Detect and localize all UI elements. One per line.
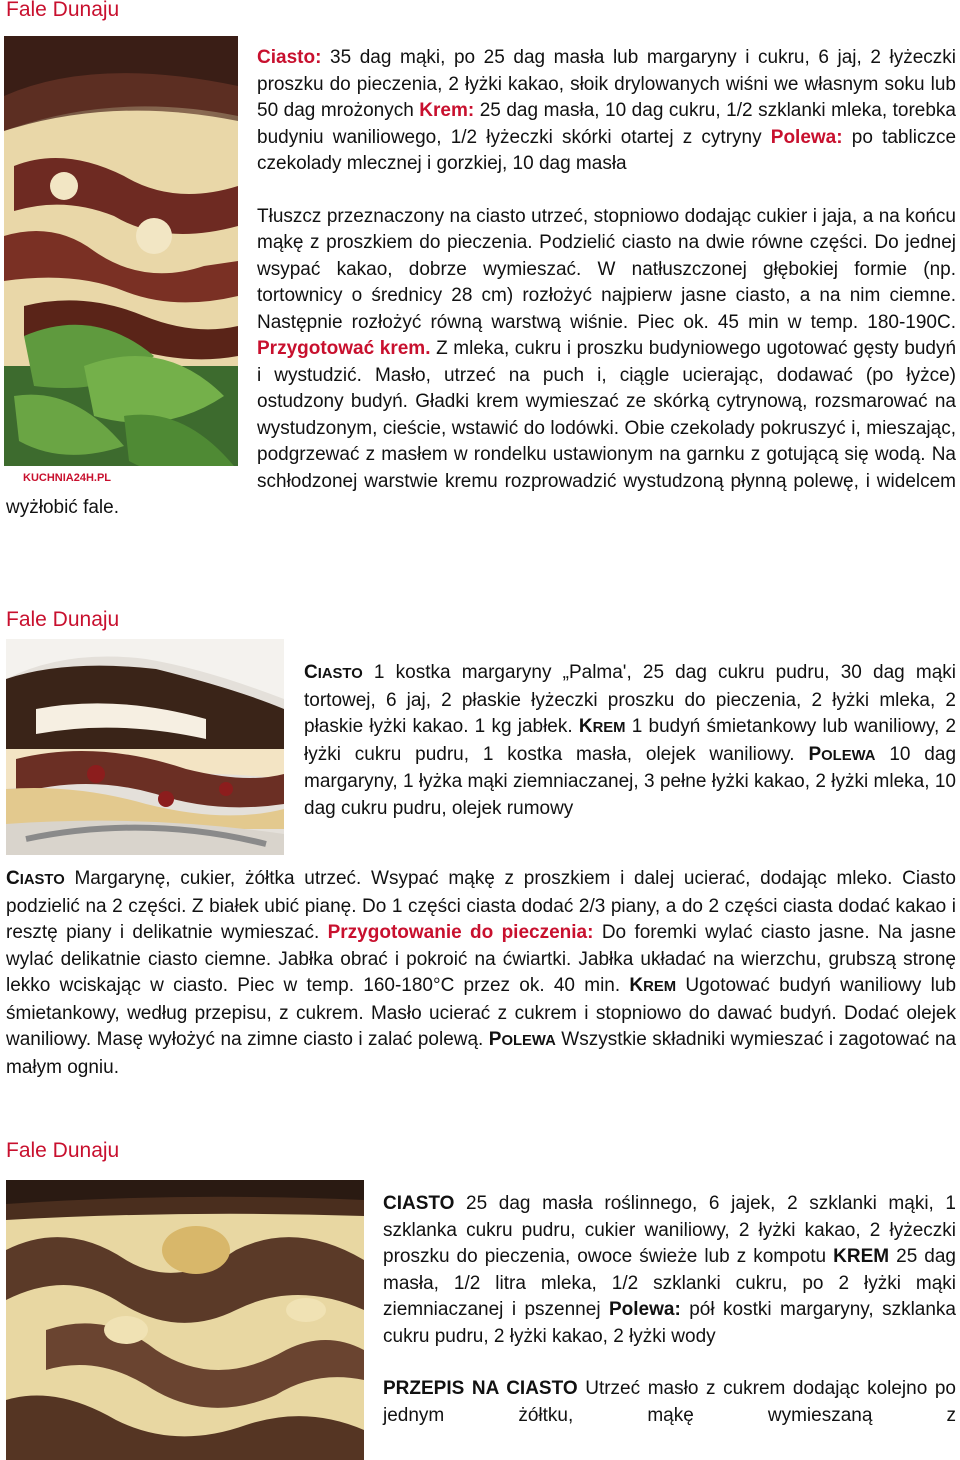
recipe2-m-krem-rest: REM (643, 979, 677, 995)
recipe2-ciasto-label (304, 662, 363, 683)
recipe1-title: Fale Dunaju (6, 0, 120, 21)
recipe3-method (383, 1376, 956, 1429)
recipe2-m-ciasto-rest: IASTO (19, 872, 65, 888)
recipe1-photo-spacer (6, 45, 257, 491)
recipe2-krem-initial: K (578, 716, 593, 737)
recipe3-ingredients (383, 1191, 956, 1350)
recipe2-krem-label (579, 716, 626, 737)
recipe1-method-label: Przygotować krem. (257, 338, 431, 359)
recipe3-cake-image (6, 1180, 364, 1460)
recipe2-m-polewa-label (489, 1029, 556, 1050)
recipe1-method-part2: Z mleka, cukru i proszku budyniowego ugotować gęsty budyń i wystudzić. Masło, utrzeć na puch i, ciągle ucierając, dodawać (po łyżce) ostudzony budyń. Gładki krem wymieszać ze skórką cytrynową, rozsmarować na wystudzonym, cieście, wstawić do lodówki. Obie czekolady pokruszyć i, mieszając, podgrzewać z masłem w rondelku ustawionym na garnku z gotującą się wodą. Na schłodzonej warstwie kremu rozprowadzić wystudzoną płynną polewę, i widelcem wyżłobić fale. (6, 338, 957, 518)
recipe2-title: Fale Dunaju (6, 608, 120, 631)
recipe1-body (6, 45, 956, 522)
recipe2-polewa-text: 10 dag margaryny, 1 łyżka mąki ziemniaczanej, 3 pełne łyżki kakao, 2 łyżki mleka, 10 dag cukru pudru, olejek rumowy (304, 743, 957, 819)
recipe3-polewa-text: pół kostki margaryny, szklanka cukru pudru, 2 łyżki kakao, 2 łyżki wody (383, 1299, 956, 1347)
recipe1-polewa-label: Polewa: (770, 126, 843, 148)
recipe2-krem-text: 1 budyń śmietankowy lub waniliowy, 2 łyżki cukru pudru, 1 kostka masła, olejek waniliowy. (304, 716, 957, 765)
recipe1-method-part1: Tłuszcz przeznaczony na ciasto utrzeć, stopniowo dodając cukier i jaja, a na końcu mąkę z proszkiem do pieczenia. Podzielić ciasto na dwie równe części. Do jednej wsypać kakao, dobrze wymieszać. W natłuszczonej głębokiej formie (np. tortownicy o średnicy 28 cm) rozłożyć najpierw jasne ciasto, a na nim ciemne. Następnie rozłożyć równą warstwą wiśnie. Piec ok. 45 min w temp. 180-190C. (257, 205, 956, 333)
recipe3-cake-photo (6, 1180, 364, 1460)
recipe3-ciasto-label: CIASTO (383, 1193, 455, 1214)
recipe2-m-krem-initial: K (629, 975, 644, 996)
recipe3-polewa-label: Polewa: (608, 1299, 681, 1320)
recipe2-polewa-rest: OLEWA (821, 747, 876, 764)
recipe2-m-polewa-text: Wszystkie składniki wymieszać i zagotować na małym ogniu. (6, 1029, 957, 1078)
recipe3-title: Fale Dunaju (6, 1139, 120, 1162)
recipe1-krem-label: Krem: (419, 100, 475, 121)
recipe3-krem-text: 25 dag masła, 1/2 litra mleka, 1/2 szklanki cukru, po 2 łyżki mąki ziemniaczanej i pszennej (383, 1246, 956, 1320)
recipe2-polewa-initial: P (808, 743, 822, 765)
recipe2-m-piecz-text: Do foremki wylać ciasto jasne. Na jasne wylać delikatnie ciasto ciemne. Jabłka obrać i pokroić na ćwiartki. Jabłka układać na wierzchu, grubszą stronę lekko wciskając w ciasto. Piec w temp. 160-180°C przez ok. 40 min. (6, 922, 957, 996)
recipe2-m-ciasto-initial: C (6, 868, 20, 889)
recipe1-polewa-text: po tabliczce czekolady mlecznej i gorzkiej, 10 dag masła (257, 126, 957, 174)
recipe3-body (383, 1191, 956, 1429)
recipe1-logo: KUCHNIA24H.PL (18, 471, 116, 486)
recipe2-ciasto-text: 1 kostka margaryny „Palma', 25 dag cukru pudru, 30 dag mąki tortowej, 6 jaj, 2 płaskie łyżeczki proszku do pieczenia, 2 łyżki mleka, 2 płaskie łyżki kakao. 1 kg jabłek. (304, 662, 956, 737)
recipe3-ciasto-text: 25 dag masła roślinnego, 6 jajek, 2 szklanki mąki, 1 szklanka cukru pudru, cukier waniliowy, 2 łyżki kakao, 2 łyżeczki proszku do pieczenia, owoce świeże lub z kompotu (383, 1193, 956, 1267)
recipe2-photo-spacer (6, 660, 304, 866)
recipe2-krem-rest: REM (592, 720, 626, 736)
recipe2-m-polewa-rest: OLEWA (501, 1033, 556, 1049)
recipe1-ciasto-label: Ciasto: (257, 47, 322, 68)
recipe1-krem-text: 25 dag masła, 10 dag cukru, 1/2 szklanki mleka, torebka budyniu waniliowego, 1/2 łyżeczki skórki otartej z cytryny (257, 100, 956, 148)
recipe1-ciasto-text: 35 dag mąki, po 25 dag masła lub margaryny i cukru, 6 jaj, 2 łyżeczki proszku do pieczenia, 2 łyżki kakao, słoik drylowanych wiśni we własnym soku lub 50 dag mrożonych (257, 47, 957, 121)
recipe3-przepis-label: PRZEPIS NA CIASTO (383, 1378, 578, 1399)
recipe3-przepis-text: Utrzeć masło z cukrem dodając kolejno po jednym żółtku, mąkę wymieszaną z (383, 1378, 957, 1426)
recipe2-m-krem-text: Ugotować budyń waniliowy lub śmietankowy, według przepisu, z cukrem. Masło ucierać z cukrem i stopniowo do dawać budyń. Dodać olejek waniliowy. Masę wyłożyć na zimne ciasto i zalać polewą. (6, 975, 957, 1050)
recipe2-m-ciasto-text: Margarynę, cukier, żółtka utrzeć. Wsypać mąkę z proszkiem i dalej ucierać, dodając mleko. Ciasto podzielić na 2 części. Z białek ubić pianę. Do 1 części ciasta dodać 2/3 piany, a do 2 części ciasta dodać kakao i resztę piany i delikatnie wymieszać. (6, 868, 956, 943)
recipe2-m-ciasto-label (6, 868, 65, 889)
recipe2-m-piecz-label: Przygotowanie do pieczenia: (327, 922, 594, 943)
recipe2-polewa-label (808, 744, 875, 765)
recipe2-ciasto-initial: C (304, 662, 318, 683)
recipe2-body (6, 660, 956, 1081)
recipe2-m-polewa-initial: P (488, 1029, 502, 1050)
recipe3-krem-label: KREM (833, 1246, 890, 1267)
recipe2-m-krem-label (629, 975, 676, 996)
recipe2-ciasto-rest: IASTO (317, 666, 363, 682)
recipe2-method (6, 866, 956, 1081)
